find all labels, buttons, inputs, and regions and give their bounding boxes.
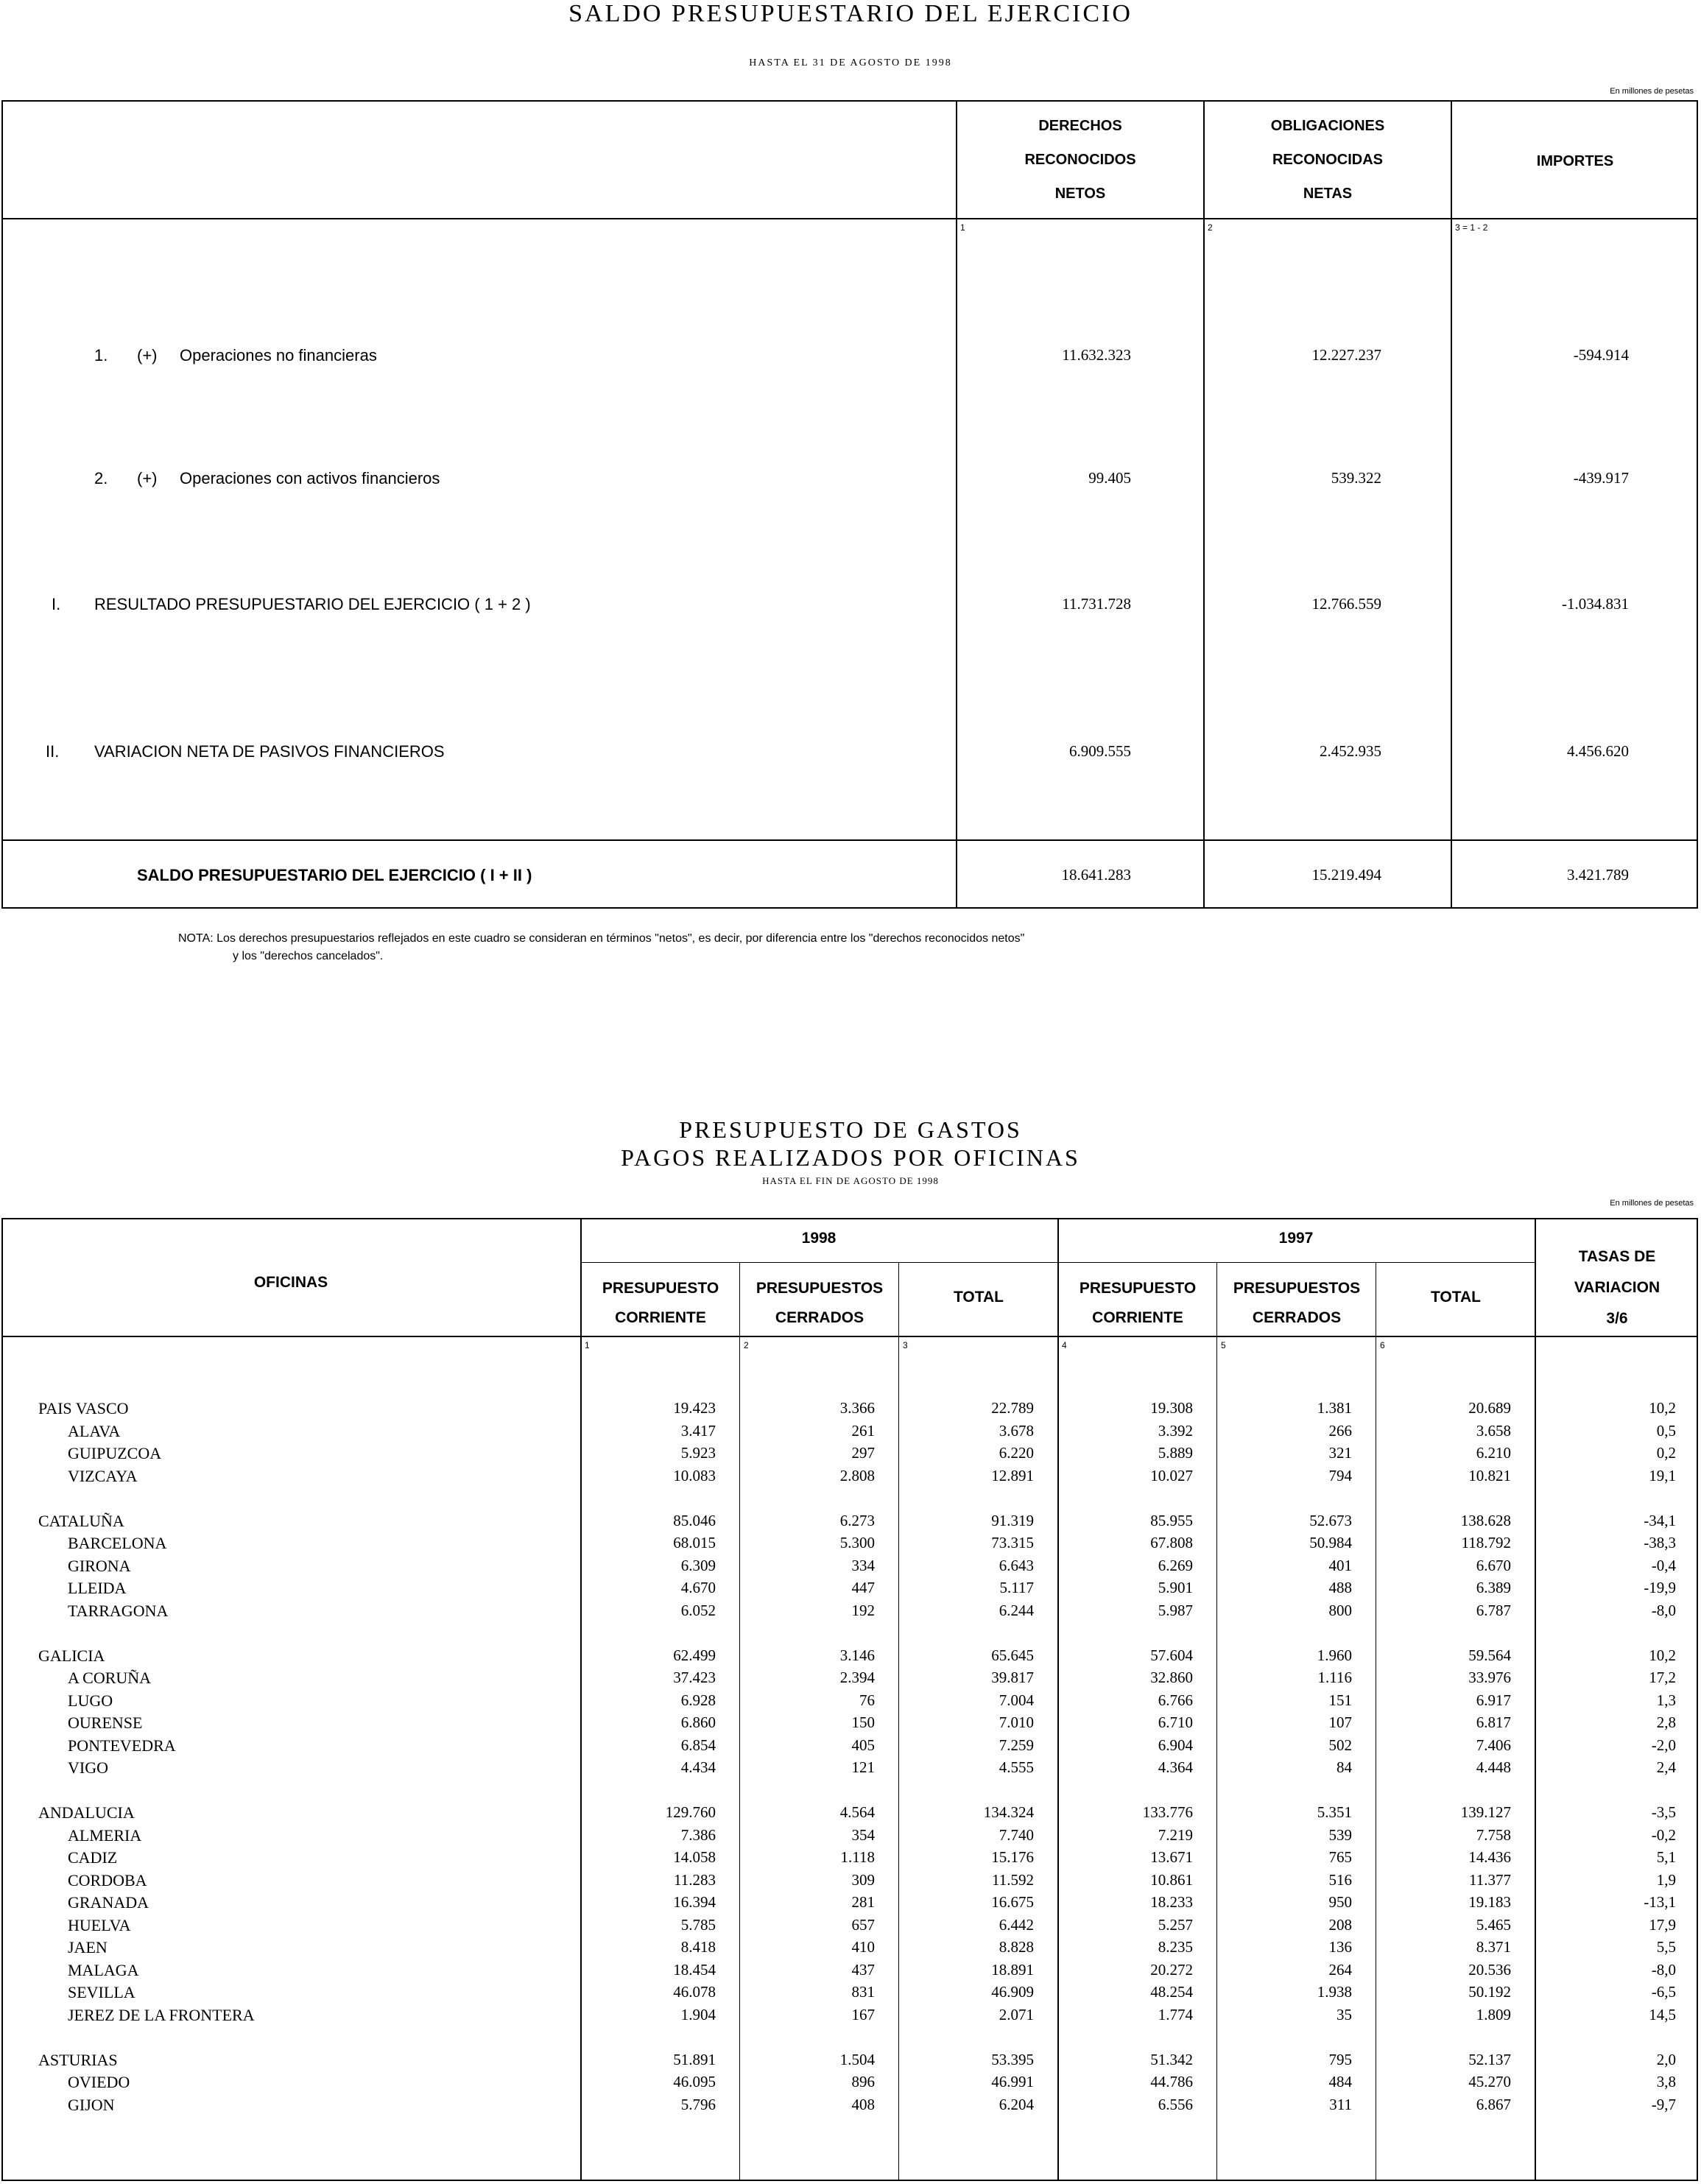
value-cell: 1.809 [1476, 2005, 1511, 2023]
value-cell: 6.904 [1158, 1736, 1193, 1754]
row-sign: (+) [137, 346, 158, 364]
top-title: SALDO PRESUPUESTARIO DEL EJERCICIO [568, 0, 1133, 27]
office-name: PONTEVEDRA [68, 1736, 176, 1755]
value-cell: 7.004 [999, 1691, 1034, 1709]
value-cell: 5.785 [680, 1915, 716, 1934]
variation-cell: -8,0 [1651, 1601, 1676, 1619]
value-cell: 281 [851, 1893, 875, 1911]
value-cell: 10.083 [673, 1466, 716, 1484]
value-cell: 4.364 [1158, 1758, 1193, 1776]
office-name: VIGO [68, 1758, 108, 1777]
office-name: BARCELONA [68, 1534, 167, 1552]
value-cell: 84 [1336, 1758, 1352, 1776]
office-name: GIJON [68, 2095, 115, 2114]
value-cell: 3.417 [680, 1421, 716, 1440]
top-unit-label: En millones de pesetas [1610, 87, 1694, 96]
value-cell: 488 [1328, 1579, 1352, 1596]
row-label: Operaciones no financieras [180, 346, 377, 364]
value-cell: 297 [851, 1444, 875, 1462]
row-derechos: 99.405 [1088, 469, 1131, 487]
value-cell: 18.454 [673, 1960, 716, 1979]
value-cell: 73.315 [991, 1534, 1034, 1551]
value-cell: 129.760 [665, 1803, 716, 1821]
value-cell: 7.259 [999, 1736, 1034, 1754]
value-cell: 1.960 [1317, 1646, 1352, 1664]
header-year-1997: 1997 [1278, 1230, 1314, 1247]
bottom-colnum-5: 5 [1221, 1340, 1226, 1350]
value-cell: 52.673 [1309, 1511, 1352, 1529]
value-cell: 950 [1328, 1893, 1352, 1911]
office-name: JEREZ DE LA FRONTERA [68, 2005, 255, 2024]
value-cell: 53.395 [991, 2050, 1034, 2068]
variation-cell: 2,0 [1656, 2050, 1676, 2068]
header-total-1998: TOTAL [953, 1289, 1004, 1306]
bottom-year-rule [580, 1262, 1535, 1263]
value-cell: 48.254 [1150, 1983, 1193, 2001]
total-derechos: 18.641.283 [1061, 866, 1131, 884]
value-cell: 7.219 [1158, 1825, 1193, 1844]
bottom-subtitle: HASTA EL FIN DE AGOSTO DE 1998 [762, 1175, 939, 1186]
value-cell: 6.643 [999, 1556, 1034, 1574]
value-cell: 800 [1328, 1601, 1352, 1619]
total-importes: 3.421.789 [1567, 866, 1629, 884]
header-derechos: DERECHOS RECONOCIDOS NETOS [1024, 118, 1136, 202]
region-name: ASTURIAS [38, 2050, 118, 2069]
value-cell: 5.889 [1158, 1444, 1193, 1462]
value-cell: 46.095 [673, 2073, 716, 2090]
value-cell: 14.058 [673, 1848, 716, 1866]
value-cell: 311 [1329, 2095, 1352, 2113]
value-cell: 4.670 [680, 1579, 716, 1596]
row-derechos: 11.632.323 [1062, 346, 1131, 364]
value-cell: 321 [1328, 1444, 1352, 1462]
bottom-col-divider-2 [898, 1262, 899, 2181]
value-cell: 18.233 [1150, 1893, 1193, 1911]
value-cell: 150 [851, 1713, 875, 1731]
colnum-2: 2 [1208, 222, 1213, 233]
value-cell: 192 [851, 1601, 875, 1619]
office-name: GUIPUZCOA [68, 1444, 162, 1462]
row-importes: 4.456.620 [1567, 742, 1629, 760]
variation-cell: -2,0 [1651, 1736, 1676, 1754]
value-cell: 37.423 [673, 1669, 716, 1686]
value-cell: 7.386 [680, 1825, 716, 1844]
value-cell: 6.817 [1476, 1713, 1511, 1731]
variation-cell: 0,5 [1656, 1421, 1676, 1440]
value-cell: 32.860 [1150, 1669, 1193, 1686]
value-cell: 19.308 [1150, 1399, 1193, 1417]
note-line-1: NOTA: Los derechos presupuestarios reflejados en este cuadro se consideran en términos "netos", es decir, por diferencia entre los "derechos reconocidos netos" [178, 932, 1025, 945]
value-cell: 6.269 [1158, 1556, 1193, 1574]
bottom-unit-label: En millones de pesetas [1610, 1199, 1694, 1208]
variation-cell: 1,9 [1656, 1870, 1676, 1889]
value-cell: 6.860 [680, 1713, 716, 1731]
row-obligaciones: 2.452.935 [1320, 742, 1381, 760]
value-cell: 5.901 [1158, 1579, 1193, 1596]
variation-cell: -3,5 [1651, 1803, 1676, 1821]
office-name: A CORUÑA [68, 1669, 152, 1687]
value-cell: 8.418 [680, 1938, 716, 1956]
value-cell: 91.319 [991, 1511, 1034, 1529]
value-cell: 3.678 [999, 1421, 1034, 1440]
header-cerrados-1997: PRESUPUESTOS CERRADOS [1233, 1280, 1361, 1326]
value-cell: 261 [851, 1421, 875, 1440]
value-cell: 45.270 [1468, 2073, 1511, 2090]
office-name: SEVILLA [68, 1983, 135, 2001]
row-importes: -439.917 [1573, 469, 1629, 487]
header-importes: IMPORTES [1536, 153, 1614, 169]
value-cell: 5.117 [999, 1579, 1034, 1596]
value-cell: 67.808 [1150, 1534, 1193, 1551]
value-cell: 264 [1328, 1960, 1352, 1979]
value-cell: 354 [851, 1825, 875, 1844]
value-cell: 405 [851, 1736, 875, 1754]
value-cell: 6.928 [680, 1691, 716, 1709]
value-cell: 437 [851, 1960, 875, 1979]
office-name: VIZCAYA [68, 1466, 138, 1485]
variation-cell: -13,1 [1644, 1893, 1676, 1911]
value-cell: 85.046 [673, 1511, 716, 1529]
value-cell: 5.300 [839, 1534, 875, 1551]
value-cell: 39.817 [991, 1669, 1034, 1686]
colnum-1: 1 [960, 222, 965, 233]
office-name: MALAGA [68, 1960, 139, 1979]
total-label: SALDO PRESUPUESTARIO DEL EJERCICIO ( I + II ) [137, 866, 532, 884]
value-cell: 401 [1328, 1556, 1352, 1574]
header-tasas: TASAS DE VARIACION 3/6 [1574, 1248, 1660, 1327]
region-name: ANDALUCIA [38, 1803, 135, 1822]
region-name: CATALUÑA [38, 1511, 124, 1530]
variation-cell: 17,9 [1649, 1915, 1676, 1934]
value-cell: 51.891 [673, 2050, 716, 2068]
value-cell: 3.366 [839, 1399, 875, 1417]
variation-cell: 17,2 [1649, 1669, 1676, 1686]
value-cell: 11.283 [674, 1870, 716, 1889]
value-cell: 6.867 [1476, 2095, 1511, 2113]
value-cell: 309 [851, 1870, 875, 1889]
value-cell: 50.984 [1309, 1534, 1352, 1551]
variation-cell: 19,1 [1649, 1466, 1676, 1484]
value-cell: 51.342 [1150, 2050, 1193, 2068]
header-obligaciones: OBLIGACIONES RECONOCIDAS NETAS [1270, 118, 1385, 202]
variation-cell: 2,4 [1656, 1758, 1676, 1776]
top-header-rule [1, 218, 1698, 219]
value-cell: 1.381 [1317, 1399, 1352, 1417]
value-cell: 46.078 [673, 1983, 716, 2001]
row-derechos: 11.731.728 [1062, 595, 1131, 613]
value-cell: 33.976 [1468, 1669, 1511, 1686]
value-cell: 896 [851, 2073, 875, 2090]
value-cell: 6.787 [1476, 1601, 1511, 1619]
value-cell: 76 [859, 1691, 875, 1709]
value-cell: 35 [1336, 2005, 1352, 2023]
header-corriente-1997: PRESUPUESTO CORRIENTE [1079, 1280, 1197, 1326]
region-name: GALICIA [38, 1646, 105, 1665]
value-cell: 539 [1328, 1825, 1352, 1844]
value-cell: 14.436 [1468, 1848, 1511, 1866]
value-cell: 4.564 [839, 1803, 875, 1821]
value-cell: 138.628 [1460, 1511, 1511, 1529]
value-cell: 484 [1328, 2073, 1352, 2090]
row-sign: (+) [137, 469, 158, 487]
variation-cell: -38,3 [1644, 1534, 1676, 1551]
value-cell: 8.828 [999, 1938, 1034, 1956]
value-cell: 4.448 [1476, 1758, 1511, 1776]
office-name: ALAVA [68, 1421, 121, 1440]
office-name: GIRONA [68, 1556, 131, 1575]
value-cell: 10.861 [1150, 1870, 1193, 1889]
value-cell: 5.796 [680, 2095, 716, 2113]
value-cell: 6.766 [1158, 1691, 1193, 1709]
variation-cell: 2,8 [1656, 1713, 1676, 1731]
variation-cell: -8,0 [1651, 1960, 1676, 1979]
office-name: LUGO [68, 1691, 113, 1710]
row-importes: -1.034.831 [1562, 595, 1629, 613]
variation-cell: 10,2 [1649, 1399, 1676, 1417]
variation-cell: 10,2 [1649, 1646, 1676, 1664]
variation-cell: -34,1 [1644, 1511, 1676, 1529]
bottom-colnum-1: 1 [585, 1340, 590, 1350]
value-cell: 46.991 [991, 2073, 1034, 2090]
value-cell: 6.244 [999, 1601, 1034, 1619]
value-cell: 410 [851, 1938, 875, 1956]
value-cell: 12.891 [991, 1466, 1034, 1484]
value-cell: 334 [851, 1556, 875, 1574]
value-cell: 50.192 [1468, 1983, 1511, 2001]
row-label: VARIACION NETA DE PASIVOS FINANCIEROS [94, 742, 445, 761]
value-cell: 447 [851, 1579, 875, 1596]
value-cell: 1.938 [1317, 1983, 1352, 2001]
row-label: Operaciones con activos financieros [180, 469, 440, 487]
value-cell: 16.675 [991, 1893, 1034, 1911]
region-name: PAIS VASCO [38, 1399, 129, 1417]
value-cell: 6.710 [1158, 1713, 1193, 1731]
value-cell: 6.210 [1476, 1444, 1511, 1462]
value-cell: 3.658 [1476, 1421, 1511, 1440]
bottom-title-2: PAGOS REALIZADOS POR OFICINAS [621, 1144, 1080, 1171]
value-cell: 4.555 [999, 1758, 1034, 1776]
variation-cell: -0,4 [1651, 1556, 1676, 1574]
value-cell: 6.556 [1158, 2095, 1193, 2113]
top-col-divider-3 [1451, 100, 1452, 909]
value-cell: 2.808 [839, 1466, 875, 1484]
office-name: CORDOBA [68, 1870, 147, 1889]
value-cell: 10.027 [1150, 1466, 1193, 1484]
value-cell: 795 [1328, 2050, 1352, 2068]
value-cell: 794 [1328, 1466, 1352, 1484]
value-cell: 6.854 [680, 1736, 716, 1754]
total-obligaciones: 15.219.494 [1311, 866, 1381, 884]
variation-cell: -19,9 [1644, 1579, 1676, 1596]
bottom-col-divider-1 [739, 1262, 740, 2181]
value-cell: 11.377 [1469, 1870, 1511, 1889]
value-cell: 121 [851, 1758, 875, 1776]
office-name: ALMERIA [68, 1825, 142, 1845]
variation-cell: -0,2 [1651, 1825, 1676, 1844]
value-cell: 6.273 [839, 1511, 875, 1529]
office-name: LLEIDA [68, 1579, 127, 1597]
bottom-header-rule [1, 1336, 1698, 1337]
row-number: I. [52, 595, 61, 613]
value-cell: 502 [1328, 1736, 1352, 1754]
row-number: 1. [94, 346, 108, 364]
value-cell: 3.392 [1158, 1421, 1193, 1440]
note-line-2: y los "derechos cancelados". [233, 950, 384, 962]
variation-cell: 14,5 [1649, 2005, 1676, 2023]
header-oficinas: OFICINAS [253, 1274, 328, 1291]
value-cell: 20.689 [1468, 1399, 1511, 1417]
bottom-colnum-6: 6 [1380, 1340, 1385, 1350]
value-cell: 408 [851, 2095, 875, 2113]
value-cell: 2.071 [999, 2005, 1034, 2023]
value-cell: 65.645 [991, 1646, 1034, 1664]
office-name: CADIZ [68, 1848, 118, 1867]
value-cell: 46.909 [991, 1983, 1034, 2001]
value-cell: 266 [1328, 1421, 1352, 1440]
row-obligaciones: 539.322 [1331, 469, 1381, 487]
value-cell: 765 [1328, 1848, 1352, 1866]
top-table-frame [1, 100, 1698, 909]
value-cell: 1.118 [840, 1848, 875, 1866]
value-cell: 4.434 [680, 1758, 716, 1776]
bottom-col-divider-a [580, 1218, 582, 2181]
value-cell: 22.789 [991, 1399, 1034, 1417]
value-cell: 831 [851, 1983, 875, 2001]
variation-cell: 5,1 [1656, 1848, 1676, 1866]
value-cell: 5.923 [680, 1444, 716, 1462]
row-obligaciones: 12.227.237 [1311, 346, 1381, 364]
row-label: RESULTADO PRESUPUESTARIO DEL EJERCICIO ( 1 + 2 ) [94, 595, 531, 613]
value-cell: 134.324 [983, 1803, 1034, 1821]
value-cell: 11.592 [992, 1870, 1034, 1889]
value-cell: 15.176 [991, 1848, 1034, 1866]
header-year-1998: 1998 [801, 1230, 837, 1247]
header-cerrados-1998: PRESUPUESTOS CERRADOS [756, 1280, 884, 1326]
variation-cell: -6,5 [1651, 1983, 1676, 2001]
value-cell: 6.220 [999, 1444, 1034, 1462]
value-cell: 16.394 [673, 1893, 716, 1911]
value-cell: 6.670 [1476, 1556, 1511, 1574]
value-cell: 18.891 [991, 1960, 1034, 1979]
value-cell: 7.010 [999, 1713, 1034, 1731]
colnum-3: 3 = 1 - 2 [1455, 222, 1488, 233]
bottom-col-divider-3 [1216, 1262, 1217, 2181]
value-cell: 44.786 [1150, 2073, 1193, 2090]
row-number: 2. [94, 469, 108, 487]
value-cell: 13.671 [1150, 1848, 1193, 1866]
office-name: OVIEDO [68, 2073, 130, 2091]
value-cell: 6.389 [1476, 1579, 1511, 1596]
value-cell: 7.758 [1476, 1825, 1511, 1844]
variation-cell: 3,8 [1656, 2073, 1676, 2090]
value-cell: 5.465 [1476, 1915, 1511, 1934]
bottom-colnum-4: 4 [1062, 1340, 1067, 1350]
value-cell: 19.423 [673, 1399, 716, 1417]
variation-cell: -9,7 [1651, 2095, 1676, 2113]
value-cell: 1.504 [839, 2050, 875, 2068]
bottom-title-1: PRESUPUESTO DE GASTOS [679, 1116, 1022, 1143]
value-cell: 139.127 [1460, 1803, 1511, 1821]
value-cell: 6.052 [680, 1601, 716, 1619]
value-cell: 1.774 [1158, 2005, 1193, 2023]
header-corriente-1998: PRESUPUESTO CORRIENTE [602, 1280, 719, 1326]
value-cell: 62.499 [673, 1646, 716, 1664]
value-cell: 657 [851, 1915, 875, 1934]
value-cell: 6.917 [1476, 1691, 1511, 1709]
value-cell: 20.536 [1468, 1960, 1511, 1979]
value-cell: 167 [851, 2005, 875, 2023]
value-cell: 6.309 [680, 1556, 716, 1574]
row-derechos: 6.909.555 [1069, 742, 1131, 760]
value-cell: 8.371 [1476, 1938, 1511, 1956]
value-cell: 19.183 [1468, 1893, 1511, 1911]
top-total-rule [1, 839, 1698, 841]
office-name: HUELVA [68, 1915, 131, 1934]
value-cell: 516 [1328, 1870, 1352, 1889]
value-cell: 2.394 [839, 1669, 875, 1686]
bottom-col-divider-c [1535, 1218, 1536, 2181]
bottom-colnum-2: 2 [744, 1340, 749, 1350]
bottom-col-divider-b [1057, 1218, 1059, 2181]
office-name: JAEN [68, 1938, 108, 1956]
header-total-1997: TOTAL [1430, 1289, 1482, 1306]
value-cell: 52.137 [1468, 2050, 1511, 2068]
office-name: GRANADA [68, 1893, 149, 1912]
value-cell: 59.564 [1468, 1646, 1511, 1664]
value-cell: 151 [1328, 1691, 1352, 1709]
row-number: II. [46, 742, 60, 761]
value-cell: 6.442 [999, 1915, 1034, 1934]
office-name: OURENSE [68, 1713, 143, 1732]
value-cell: 6.204 [999, 2095, 1034, 2113]
value-cell: 5.257 [1158, 1915, 1193, 1934]
top-col-divider-2 [1203, 100, 1205, 909]
value-cell: 7.740 [999, 1825, 1034, 1844]
bottom-colnum-3: 3 [903, 1340, 908, 1350]
value-cell: 7.406 [1476, 1736, 1511, 1754]
office-name: TARRAGONA [68, 1601, 169, 1620]
value-cell: 1.116 [1317, 1669, 1352, 1686]
variation-cell: 0,2 [1656, 1444, 1676, 1462]
value-cell: 20.272 [1150, 1960, 1193, 1979]
top-col-divider-1 [956, 100, 957, 909]
variation-cell: 1,3 [1656, 1691, 1676, 1709]
value-cell: 1.904 [680, 2005, 716, 2023]
variation-cell: 5,5 [1656, 1938, 1676, 1956]
value-cell: 10.821 [1468, 1466, 1511, 1484]
value-cell: 118.792 [1461, 1534, 1511, 1551]
row-importes: -594.914 [1573, 346, 1629, 364]
value-cell: 57.604 [1150, 1646, 1193, 1664]
value-cell: 5.987 [1158, 1601, 1193, 1619]
value-cell: 68.015 [673, 1534, 716, 1551]
row-obligaciones: 12.766.559 [1311, 595, 1381, 613]
value-cell: 85.955 [1150, 1511, 1193, 1529]
value-cell: 133.776 [1142, 1803, 1193, 1821]
top-subtitle: HASTA EL 31 DE AGOSTO DE 1998 [749, 57, 952, 68]
value-cell: 107 [1328, 1713, 1352, 1731]
value-cell: 3.146 [839, 1646, 875, 1664]
value-cell: 5.351 [1317, 1803, 1352, 1821]
value-cell: 8.235 [1158, 1938, 1193, 1956]
value-cell: 208 [1328, 1915, 1352, 1934]
value-cell: 136 [1328, 1938, 1352, 1956]
